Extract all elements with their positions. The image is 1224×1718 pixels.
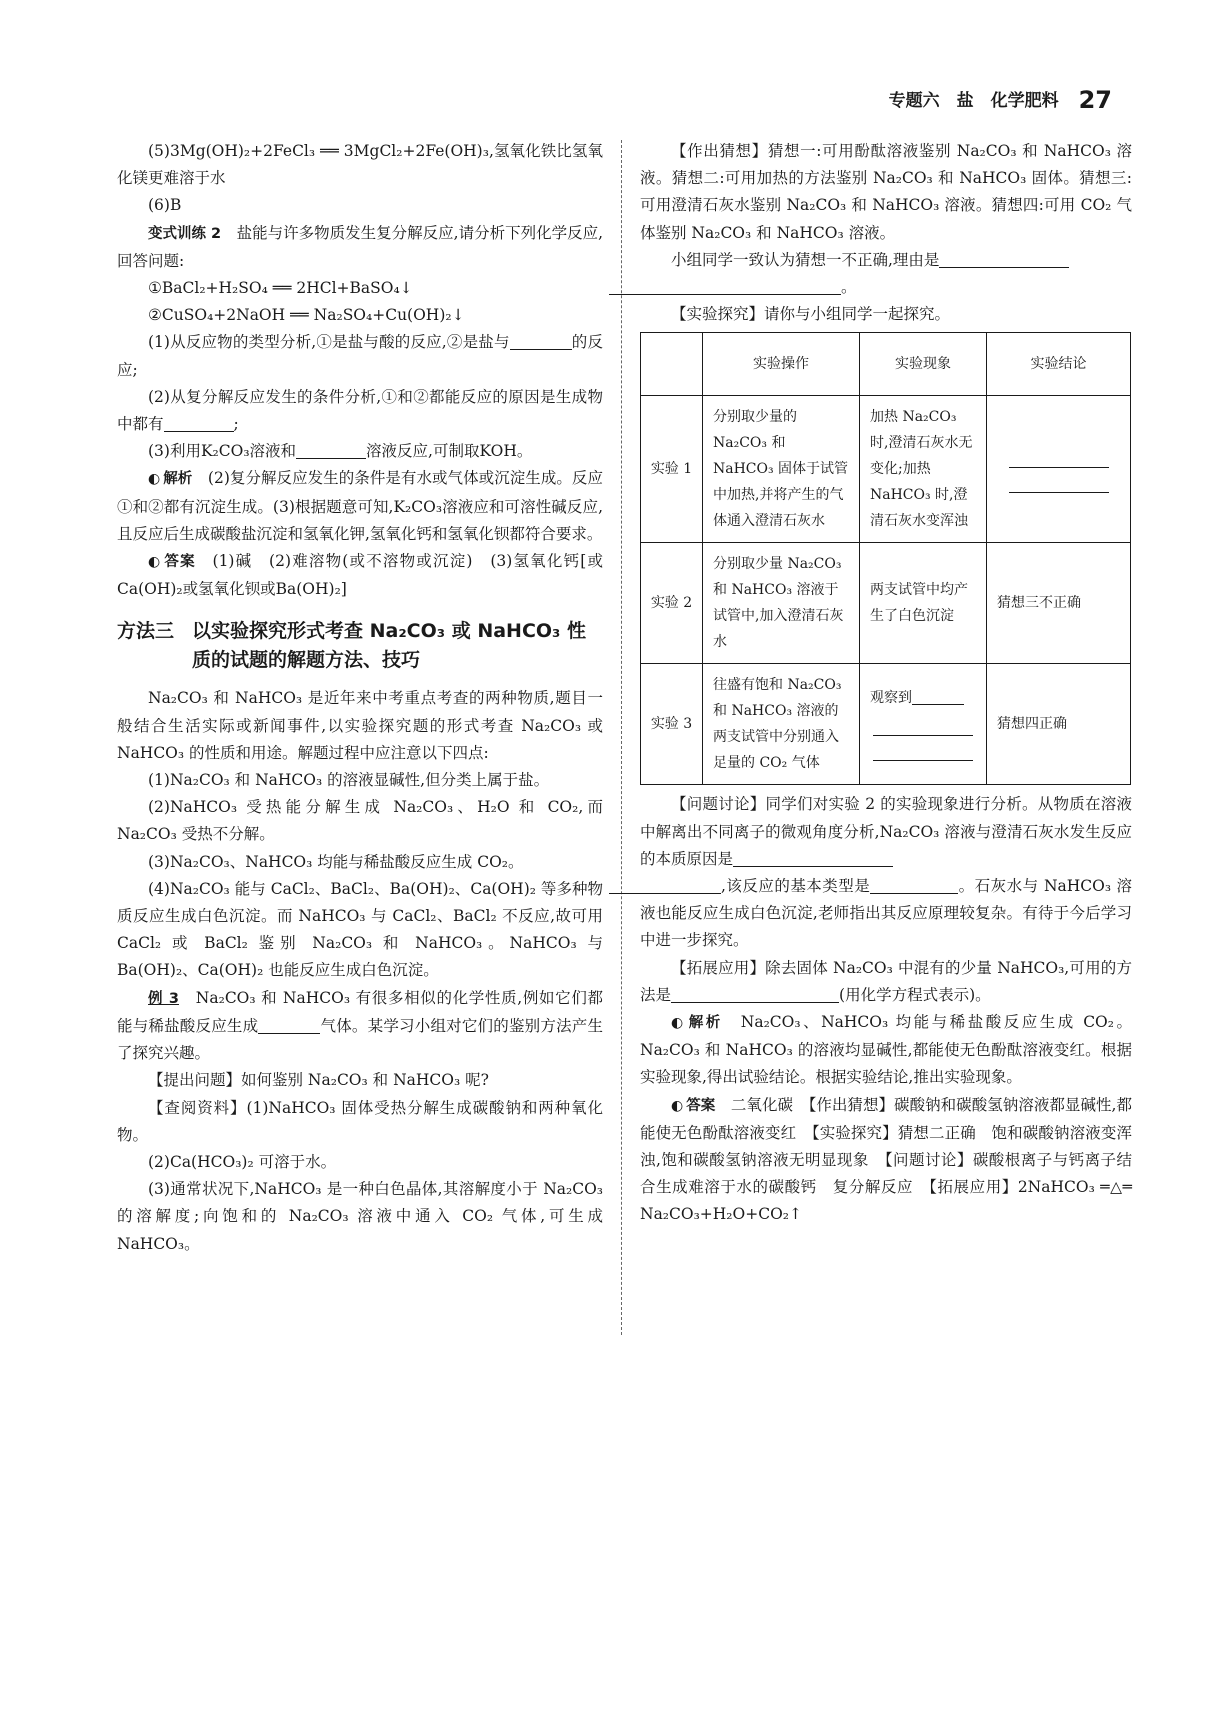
- training-intro: [117, 220, 603, 275]
- method-intro: Na₂CO₃ 和 NaHCO₃ 是近年来中考重点考查的两种物质,题目一般结合生活实际或新闻事件,以实验探究题的形式考查 Na₂CO₃ 或 NaHCO₃ 的性质和用途。解题过程中应注意以下四点:: [117, 689, 603, 762]
- badge-icon: ◐: [671, 1097, 684, 1114]
- extension: 【拓展应用】除去固体 Na₂CO₃ 中混有的少量 NaHCO₃,可用的方法是 (用化学方程式表示)。: [640, 958, 1132, 1004]
- answer-item-5: (5)3Mg(OH)₂+2FeCl₃ ══ 3MgCl₂+2Fe(OH)₃,氢氧化铁比氢氧化镁更难溶于水: [117, 142, 603, 188]
- method-heading: [117, 617, 603, 675]
- badge-icon: ◐: [671, 1015, 686, 1032]
- operation-cell: 分别取少量 Na₂CO₃ 和 NaHCO₃ 溶液于试管中,加入澄清石灰水: [703, 543, 860, 664]
- header-title: 专题六 盐 化学肥料: [888, 91, 1059, 111]
- badge-icon: ◐: [148, 554, 162, 571]
- analysis-block: ◐ 解析 (2)复分解反应发生的条件是有水或气体或沉淀生成。反应①和②都有沉淀生成。(3)根据题意可知,K₂CO₃溶液应和可溶性碱反应,且反应后生成碳酸盐沉淀和氢氧化钾,氢氧化钙和氢氧化钡都符合要求。: [117, 469, 603, 543]
- reference-3: (3)通常状况下,NaHCO₃ 是一种白色晶体,其溶解度小于 Na₂CO₃ 的溶解度;向饱和的 Na₂CO₃ 溶液中通入 CO₂ 气体,可生成 NaHCO₃。: [117, 1180, 603, 1253]
- operation-cell: 往盛有饱和 Na₂CO₃ 和 NaHCO₃ 溶液的两支试管中分别通入足量的 CO₂ 气体: [703, 664, 860, 785]
- answer-blank[interactable]: [671, 984, 839, 1003]
- left-column: [117, 138, 603, 1258]
- analysis-badge: ◐ 解析: [671, 1015, 723, 1032]
- method-title: 以实验探究形式考查 Na₂CO₃ 或 NaHCO₃ 性质的试题的解题方法、技巧: [192, 620, 586, 672]
- row-label: 实验 1: [641, 396, 703, 543]
- answer-blank[interactable]: [510, 331, 572, 350]
- discussion: 【问题讨论】同学们对实验 2 的实验现象进行分析。从物质在溶液中解离出不同离子的微观角度分析,Na₂CO₃ 溶液与澄清石灰水发生反应的本质原因是 ,该反应的基本类型是 。石灰水与 NaHCO₃ 溶液也能反应生成白色沉淀,老师指出其反应原理较复杂。有待于今后学习中进一步探究。: [640, 791, 1132, 954]
- page-number: 27: [1078, 86, 1112, 114]
- point-1: (1)Na₂CO₃ 和 NaHCO₃ 的溶液显碱性,但分类上属于盐。: [148, 771, 550, 790]
- reference-1: 【查阅资料】(1)NaHCO₃ 固体受热分解生成碳酸钠和两种氧化物。: [117, 1098, 603, 1144]
- training-title: 变式训练 2: [148, 225, 222, 242]
- row-label: 实验 3: [641, 664, 703, 785]
- answer-blank[interactable]: [609, 875, 721, 894]
- table-row: [641, 396, 1131, 543]
- table-header-row: [641, 333, 1131, 396]
- table-header: [641, 333, 703, 396]
- badge-icon: ◐: [148, 471, 161, 488]
- answer-blank[interactable]: [873, 738, 973, 761]
- equation-1: ①BaCl₂+H₂SO₄ ══ 2HCl+BaSO₄↓: [148, 279, 413, 298]
- answer-blank[interactable]: [912, 686, 964, 705]
- answer-blank[interactable]: [1009, 470, 1109, 493]
- table-header: 实验结论: [987, 333, 1131, 396]
- phenomenon-cell: 观察到: [860, 664, 987, 785]
- point-3: (3)Na₂CO₃、NaHCO₃ 均能与稀盐酸反应生成 CO₂。: [148, 852, 524, 871]
- question-3: (3)利用K₂CO₃溶液和 溶液反应,可制取KOH。: [148, 442, 533, 461]
- answer-blank[interactable]: [939, 249, 1069, 268]
- answer-block: ◐ 答案 (1)碱 (2)难溶物(或不溶物或沉淀) (3)氢氧化钙[或Ca(OH)₂或氢氧化钡或Ba(OH)₂]: [117, 552, 603, 599]
- row-label: 实验 2: [641, 543, 703, 664]
- point-4: (4)Na₂CO₃ 能与 CaCl₂、BaCl₂、Ba(OH)₂、Ca(OH)₂ 等多种物质反应生成白色沉淀。而 NaHCO₃ 与 CaCl₂、BaCl₂ 不反应,故可用 CaCl₂ 或 BaCl₂ 鉴别 Na₂CO₃ 和 NaHCO₃。NaHCO₃ 与 Ba(OH)₂、Ca(OH)₂ 也能反应生成白色沉淀。: [117, 879, 603, 980]
- table-header: 实验现象: [860, 333, 987, 396]
- answer-blank[interactable]: [258, 1015, 320, 1034]
- table-header: 实验操作: [703, 333, 860, 396]
- answer-blank[interactable]: [733, 848, 893, 867]
- answer-blank[interactable]: [1009, 445, 1109, 468]
- reference-2: (2)Ca(HCO₃)₂ 可溶于水。: [148, 1152, 337, 1171]
- hypothesis: 【作出猜想】猜想一:可用酚酞溶液鉴别 Na₂CO₃ 和 NaHCO₃ 溶液。猜想二:可用加热的方法鉴别 Na₂CO₃ 和 NaHCO₃ 固体。猜想三:可用澄清石灰水鉴别 Na₂CO₃ 和 NaHCO₃ 溶液。猜想四:可用 CO₂ 气体鉴别 Na₂CO₃ 和 NaHCO₃ 溶液。: [640, 142, 1132, 242]
- method-label: 方法三: [117, 620, 175, 643]
- answer-block: ◐ 答案 二氧化碳 【作出猜想】碳酸钠和碳酸氢钠溶液都显碱性,都能使无色酚酞溶液变红 【实验探究】猜想二正确 饱和碳酸钠溶液变浑浊,饱和碳酸氢钠溶液无明显现象 【问题讨论】碳酸根离子与钙离子结合生成难溶于水的碳酸钙 复分解反应 【拓展应用】2NaHCO₃ ═△═ Na₂CO₃+H₂O+CO₂↑: [640, 1095, 1133, 1224]
- answer-badge: ◐ 答案: [671, 1097, 716, 1114]
- answer-blank[interactable]: [609, 276, 841, 295]
- page-header: [889, 86, 1112, 114]
- reason-question: 小组同学一致认为猜想一不正确,理由是 。: [640, 247, 1132, 301]
- analysis-badge: ◐ 解析: [148, 471, 193, 488]
- right-column: [640, 138, 1132, 1229]
- table-row: [641, 664, 1131, 785]
- explore-intro: 【实验探究】请你与小组同学一起探究。: [671, 305, 951, 324]
- point-2: (2)NaHCO₃ 受热能分解生成 Na₂CO₃、H₂O 和 CO₂,而 Na₂CO₃ 受热不分解。: [117, 798, 603, 844]
- question-2: (2)从复分解反应发生的条件分析,①和②都能反应的原因是生成物中都有 ;: [117, 387, 603, 434]
- equation-2: ②CuSO₄+2NaOH ══ Na₂SO₄+Cu(OH)₂↓: [148, 306, 465, 325]
- answer-badge: ◐ 答案: [148, 554, 196, 571]
- ask-question: 【提出问题】如何鉴别 Na₂CO₃ 和 NaHCO₃ 呢?: [148, 1071, 489, 1090]
- operation-cell: 分别取少量的 Na₂CO₃ 和 NaHCO₃ 固体于试管中加热,并将产生的气体通入澄清石灰水: [703, 396, 860, 543]
- answer-blank[interactable]: [164, 413, 234, 432]
- column-divider: [621, 140, 622, 1335]
- phenomenon-cell: 加热 Na₂CO₃ 时,澄清石灰水无变化;加热 NaHCO₃ 时,澄清石灰水变浑浊: [860, 396, 987, 543]
- example-label: 例 3: [148, 990, 179, 1007]
- analysis-block: ◐ 解析 Na₂CO₃、NaHCO₃ 均能与稀盐酸反应生成 CO₂。Na₂CO₃ 和 NaHCO₃ 的溶液均显碱性,都能使无色酚酞溶液变红。根据实验现象,得出试验结论。根据实验结论,推出实验现象。: [640, 1013, 1132, 1087]
- answer-blank[interactable]: [296, 440, 366, 459]
- question-1: (1)从反应物的类型分析,①是盐与酸的反应,②是盐与 的反应;: [117, 333, 603, 379]
- table-row: [641, 543, 1131, 664]
- training-text: 盐能与许多物质发生复分解反应,请分析下列化学反应,回答问题:: [117, 223, 604, 270]
- example-3: 例 3 Na₂CO₃ 和 NaHCO₃ 有很多相似的化学性质,例如它们都能与稀盐酸反应生成 气体。某学习小组对它们的鉴别方法产生了探究兴趣。: [117, 988, 603, 1063]
- answer-item-6: (6)B: [148, 196, 182, 215]
- answer-blank[interactable]: [870, 875, 958, 894]
- phenomenon-cell: 两支试管中均产生了白色沉淀: [860, 543, 987, 664]
- answer-blank[interactable]: [873, 713, 973, 736]
- conclusion-cell: 猜想四正确: [987, 664, 1131, 785]
- conclusion-cell: [987, 396, 1131, 543]
- conclusion-cell: 猜想三不正确: [987, 543, 1131, 664]
- experiment-table: [640, 332, 1131, 785]
